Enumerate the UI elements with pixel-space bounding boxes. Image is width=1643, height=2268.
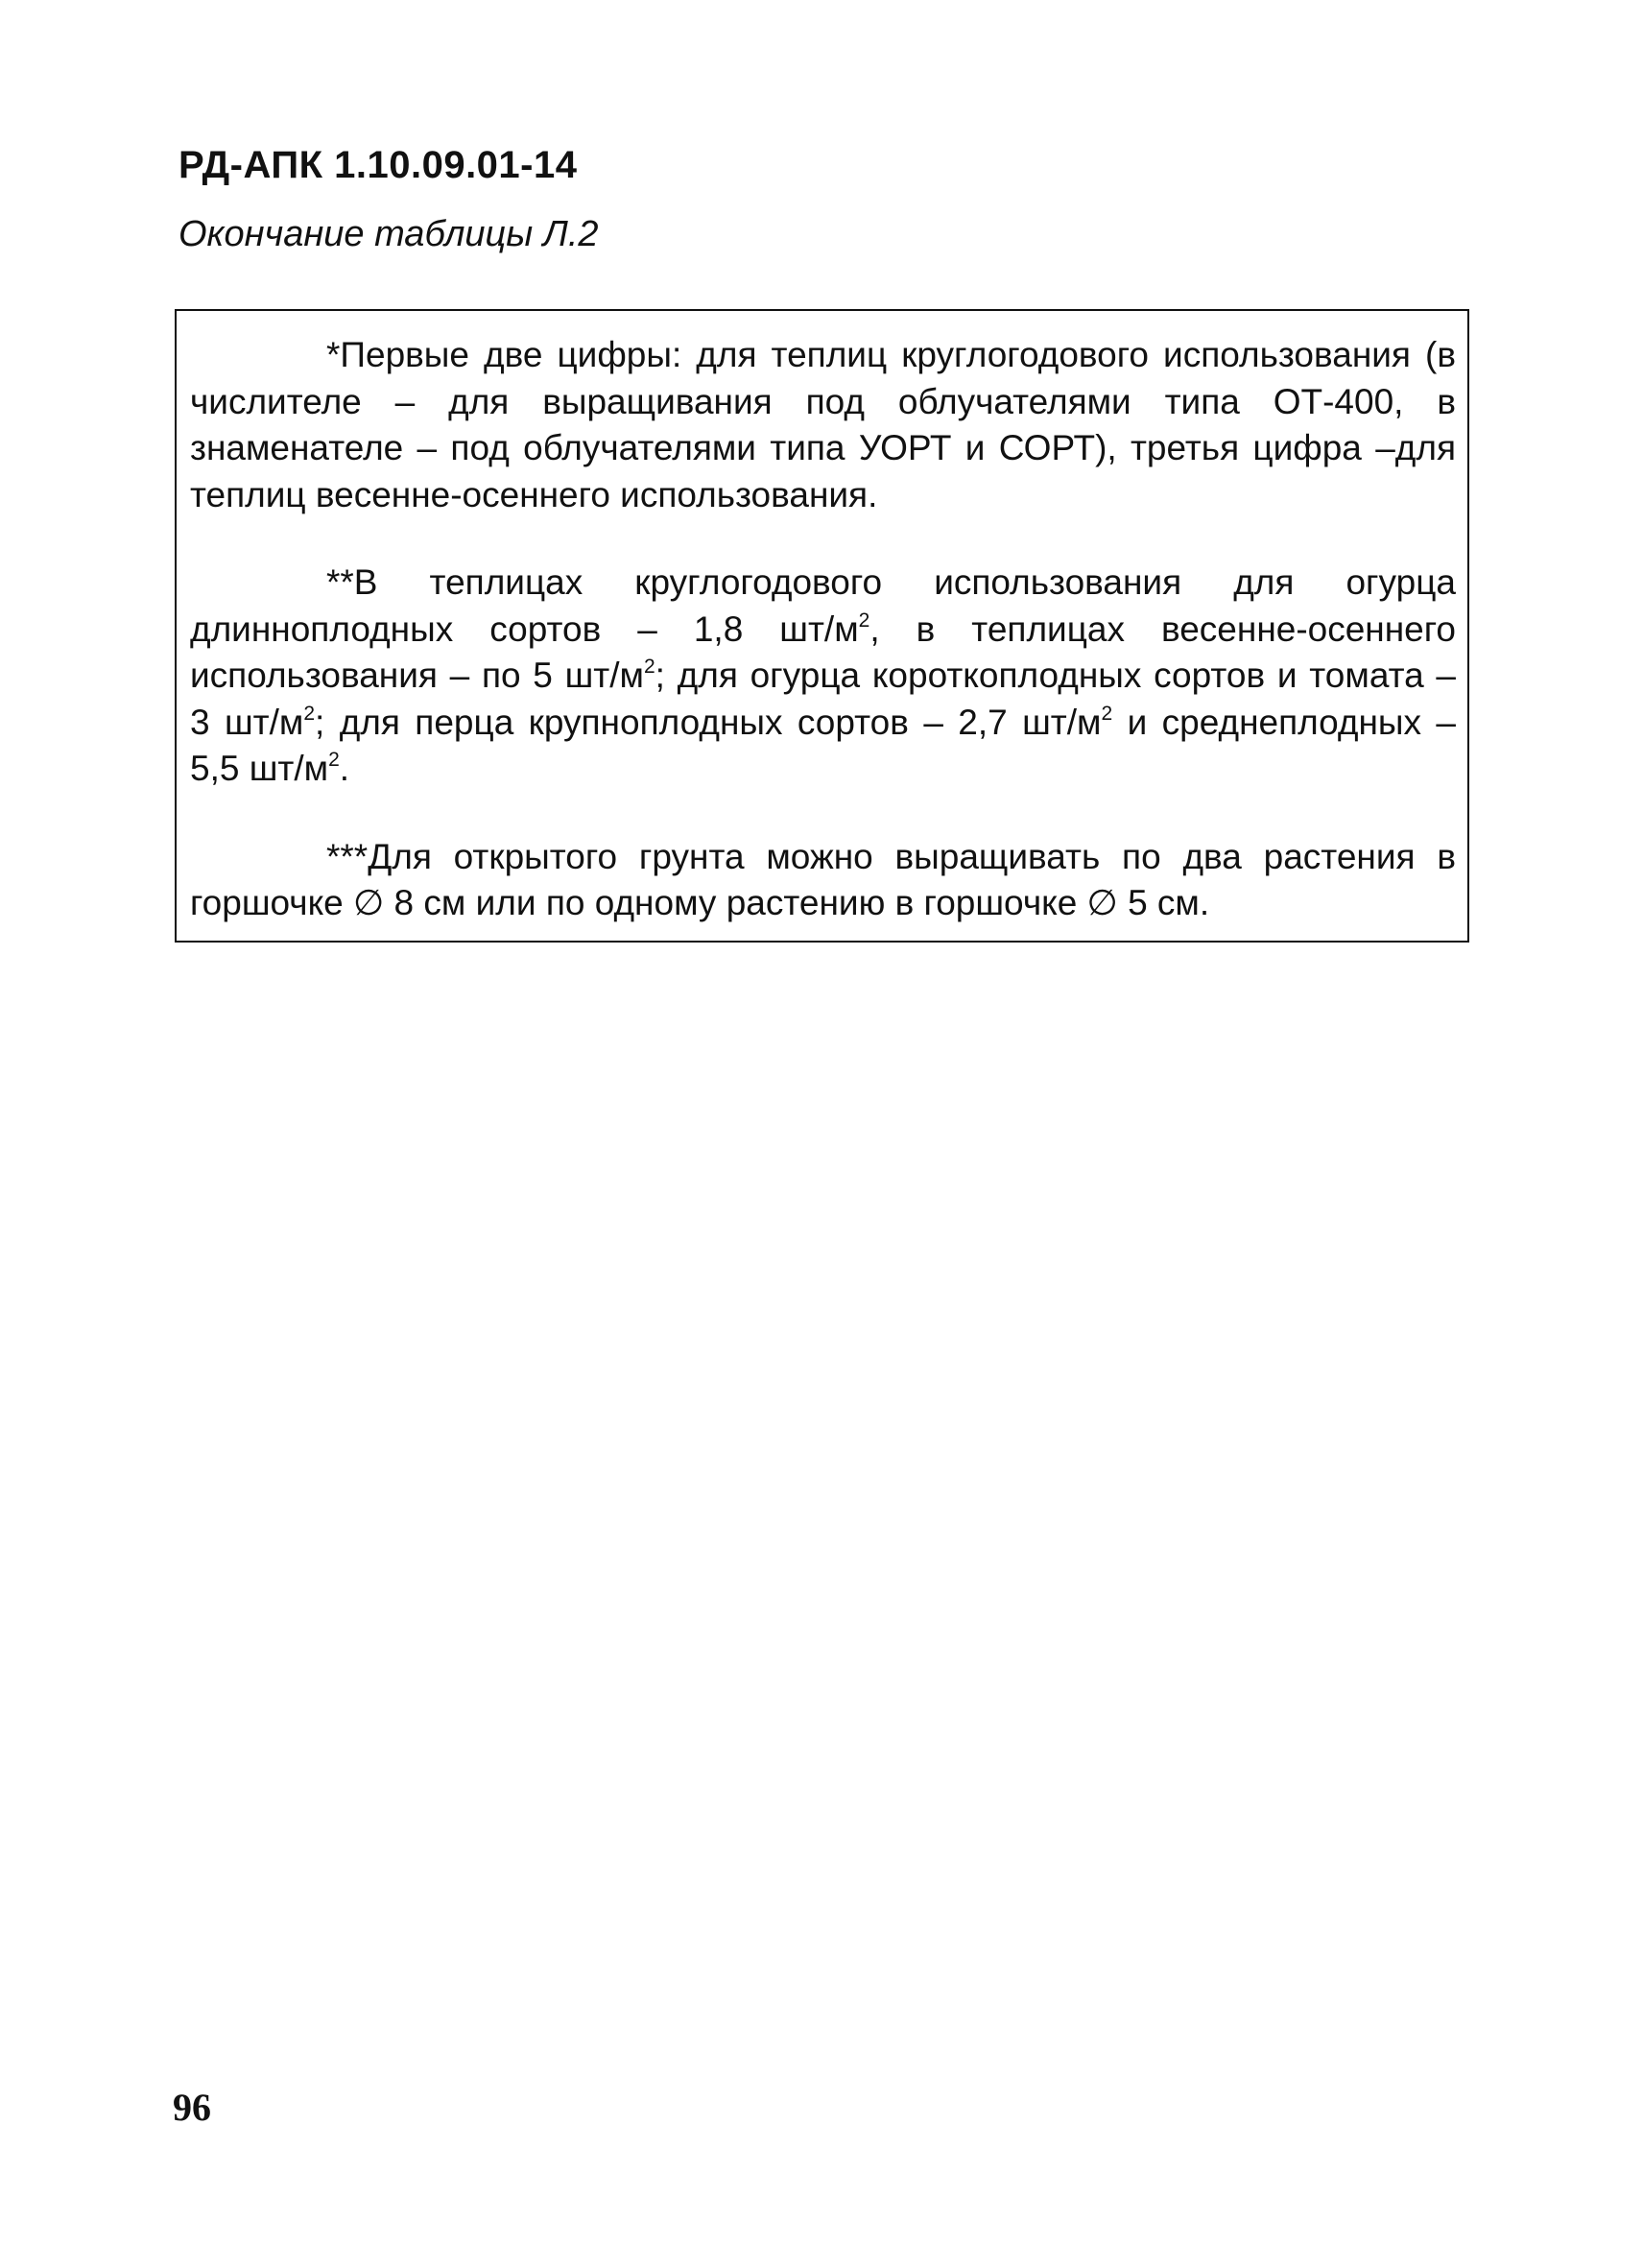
page-number: 96 <box>173 2086 211 2129</box>
footnote-1 <box>190 332 1456 518</box>
footnote-2-text-1: **В теплицах круглогодового использования для огурца длинноплодных сортов – 1,8 шт/м <box>190 562 1456 649</box>
superscript-2: 2 <box>303 702 316 725</box>
footnote-2-text-6: . <box>339 749 350 788</box>
footnote-1-text: *Первые две цифры: для теплиц круглогодового использования (в числителе – для выращивания под облучателями типа ОТ-400, в знаменателе – под облучателями типа УОРТ и СОРТ), третья цифра –для теплиц весенне-осеннего использования. <box>190 335 1456 514</box>
footnote-3-text: ***Для открытого грунта можно выращивать по два растения в горшочке ∅ 8 см или по одному растению в горшочке ∅ 5 см. <box>190 836 1456 922</box>
superscript-2: 2 <box>858 609 870 632</box>
superscript-2: 2 <box>328 749 340 771</box>
superscript-2: 2 <box>643 656 655 678</box>
table-footnotes-box <box>175 309 1469 943</box>
document-code: РД-АПК 1.10.09.01-14 <box>179 144 578 186</box>
footnote-2-text-3: ; для огурца короткоплодных сортов и томата – 3 шт/м <box>190 656 1456 742</box>
footnote-2 <box>190 560 1456 793</box>
footnote-2-text-5: и среднеплодных – 5,5 шт/м <box>190 702 1456 788</box>
footnote-2-text-4: ; для перца крупноплодных сортов – 2,7 шт/м <box>315 702 1102 742</box>
footnote-2-text-2: , в теплицах весенне-осеннего использования – по 5 шт/м <box>190 609 1457 695</box>
footnote-3 <box>190 834 1456 927</box>
superscript-2: 2 <box>1101 702 1113 725</box>
table-continuation-caption: Окончание таблицы Л.2 <box>179 214 599 254</box>
